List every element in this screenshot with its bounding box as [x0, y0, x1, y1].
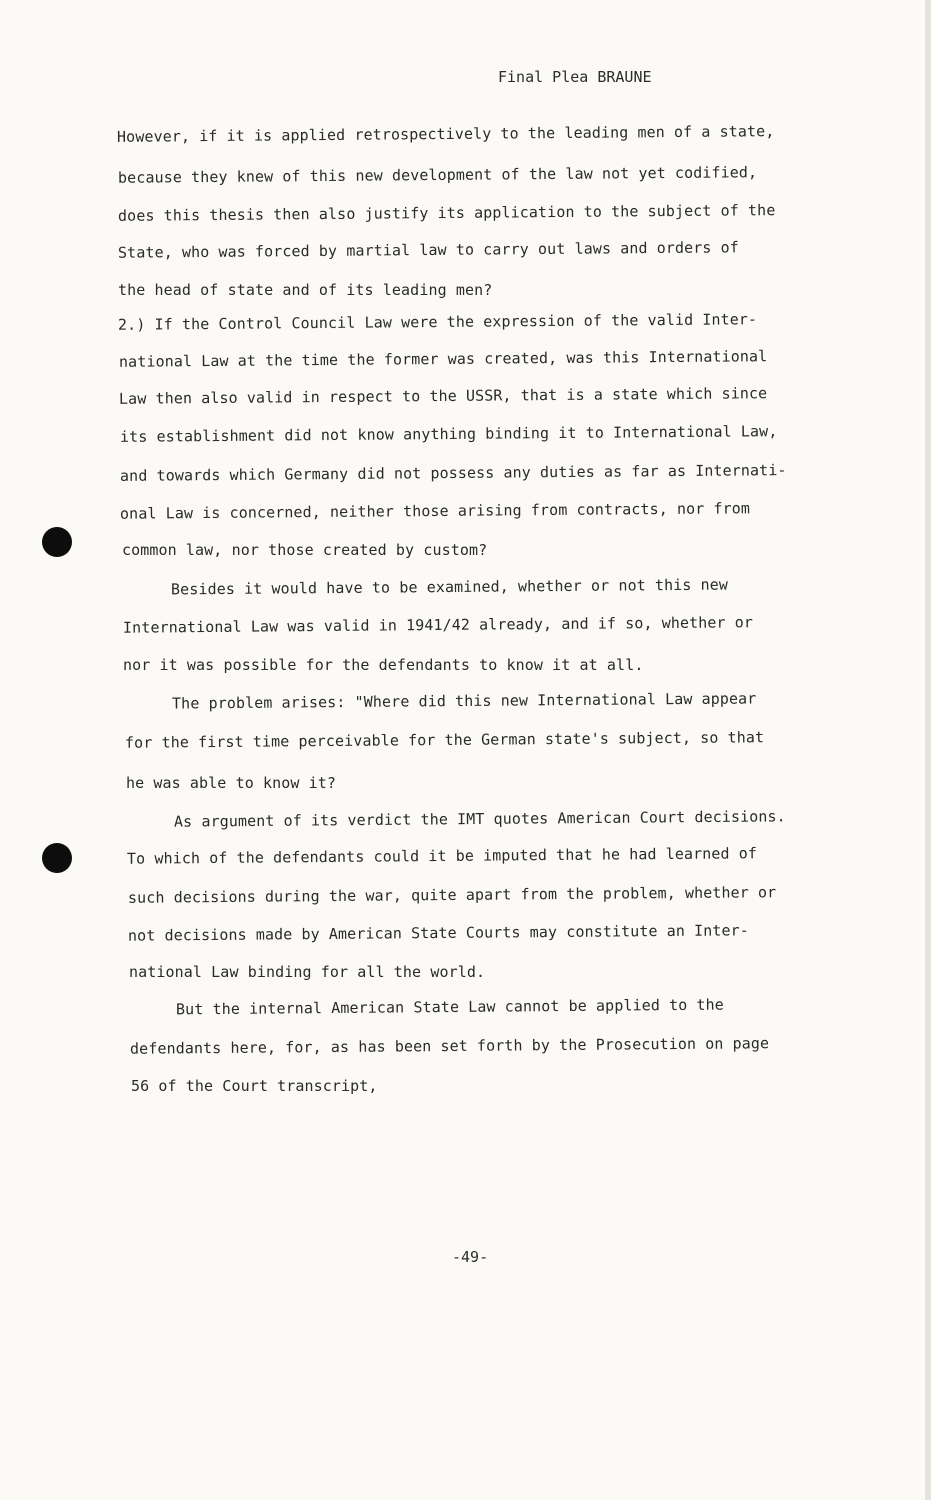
text-line: the head of state and of its leading men?	[118, 281, 493, 299]
text-line: and towards which Germany did not possess any duties as far as Internati-	[119, 461, 787, 485]
text-line: because they knew of this new development of the law not yet codified,	[117, 163, 758, 187]
text-line: Law then also valid in respect to the USSR, that is a state which since	[118, 384, 768, 408]
text-line: Besides it would have to be examined, whether or not this new	[170, 575, 729, 599]
page-header: Final Plea BRAUNE	[498, 68, 652, 86]
text-line: The problem arises: "Where did this new International Law appear	[171, 689, 757, 713]
text-line: he was able to know it?	[126, 774, 337, 792]
paper-edge	[925, 0, 931, 1500]
page-number: -49-	[452, 1248, 489, 1266]
text-line: As argument of its verdict the IMT quotes American Court decisions.	[173, 807, 786, 831]
text-line: International Law was valid in 1941/42 already, and if so, whether or	[122, 613, 754, 637]
text-line: defendants here, for, as has been set forth by the Prosecution on page	[129, 1034, 770, 1058]
text-line: nor it was possible for the defendants to know it at all.	[123, 656, 644, 674]
text-line: To which of the defendants could it be imputed that he had learned of	[126, 844, 758, 868]
text-line: State, who was forced by martial law to carry out laws and orders of	[117, 238, 739, 262]
punch-hole-icon	[42, 527, 72, 557]
text-line: its establishment did not know anything binding it to International Law,	[119, 422, 778, 446]
text-line: However, if it is applied retrospectively to the leading men of a state,	[116, 122, 775, 146]
text-line: onal Law is concerned, neither those arising from contracts, nor from	[119, 499, 751, 523]
text-line: common law, nor those created by custom?	[122, 541, 488, 559]
text-line: for the first time perceivable for the German state's subject, so that	[124, 728, 765, 752]
punch-hole-icon	[42, 843, 72, 873]
text-line: national Law at the time the former was created, was this International	[118, 347, 768, 371]
text-line: 2.) If the Control Council Law were the expression of the valid Inter-	[117, 310, 758, 334]
text-line: But the internal American State Law cannot be applied to the	[175, 995, 724, 1019]
text-line: does this thesis then also justify its application to the subject of the	[117, 201, 776, 225]
text-line: not decisions made by American State Courts may constitute an Inter-	[127, 921, 749, 945]
text-line: such decisions during the war, quite apart from the problem, whether or	[127, 883, 777, 907]
text-line: national Law binding for all the world.	[129, 963, 486, 981]
text-line: 56 of the Court transcript,	[131, 1077, 378, 1095]
